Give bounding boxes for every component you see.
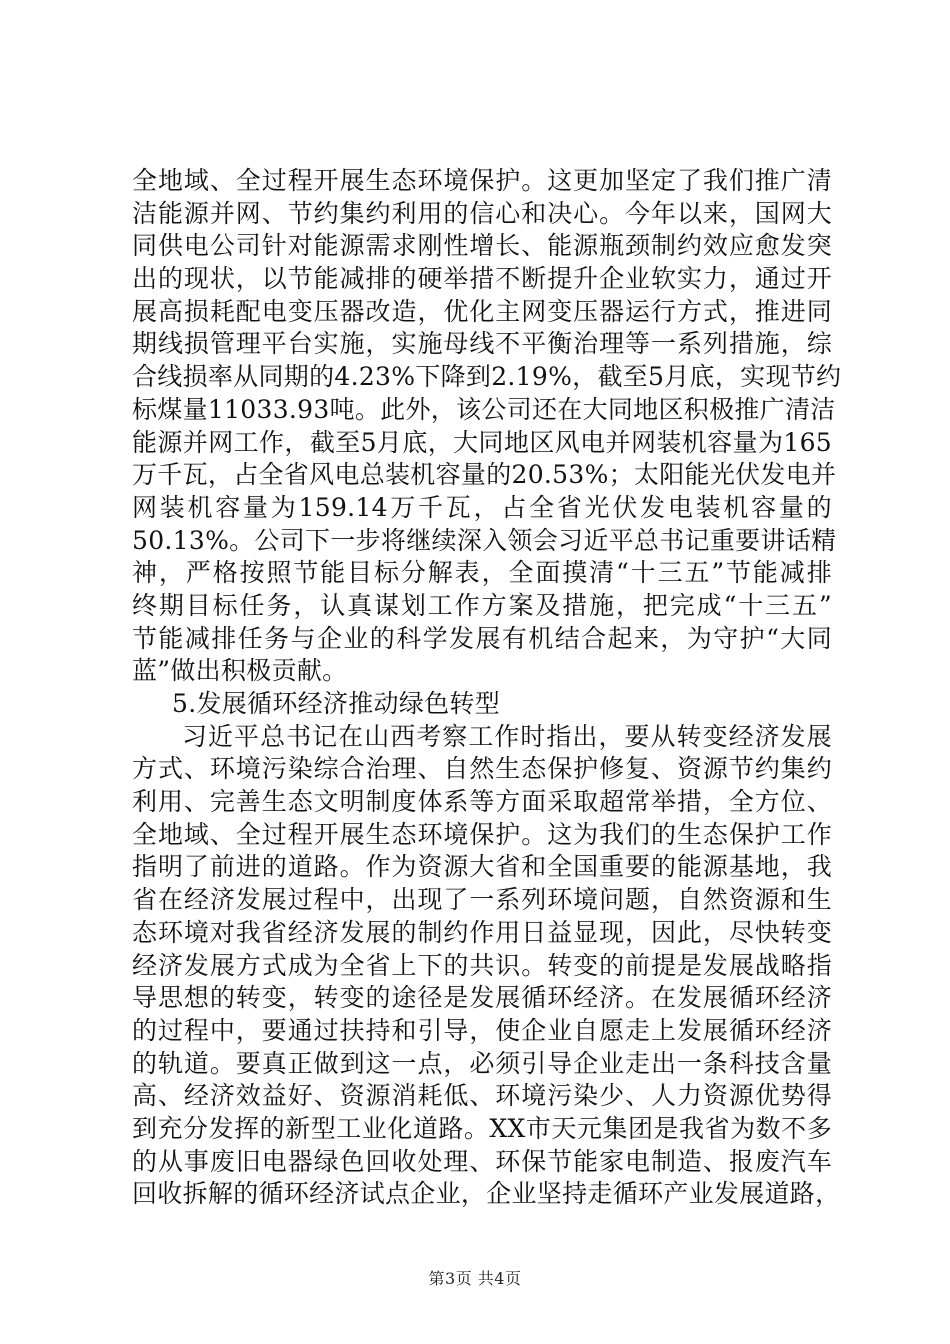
text-line: 回收拆解的循环经济试点企业，企业坚持走循环产业发展道路， (132, 1179, 841, 1209)
text-line: 终期目标任务，认真谋划工作方案及措施，把完成“十三五” (132, 590, 832, 620)
text-line: 同供电公司针对能源需求刚性增长、能源瓶颈制约效应愈发突 (132, 231, 832, 261)
text-line: 蓝”做出积极贡献。 (132, 656, 348, 686)
text-line: 洁能源并网、节约集约利用的信心和决心。今年以来，国网大 (132, 198, 832, 228)
text-line: 高、经济效益好、资源消耗低、环境污染少、人力资源优势得 (132, 1081, 832, 1111)
text-line: 方式、环境污染综合治理、自然生态保护修复、资源节约集约 (132, 754, 832, 784)
text-line: 合线损率从同期的4.23%下降到2.19%，截至5月底，实现节约 (132, 362, 842, 392)
text-line: 标煤量11033.93吨。此外，该公司还在大同地区积极推广清洁 (132, 394, 836, 424)
text-line: 50.13%。公司下一步将继续深入领会习近平总书记重要讲话精 (132, 525, 837, 555)
text-line: 经济发展方式成为全省上下的共识。转变的前提是发展战略指 (132, 950, 832, 980)
text-line: 展高损耗配电变压器改造，优化主网变压器运行方式，推进同 (132, 296, 832, 326)
text-line: 出的现状，以节能减排的硬举措不断提升企业软实力，通过开 (132, 264, 832, 294)
body-text (132, 165, 842, 1211)
text-line: 导思想的转变，转变的途径是发展循环经济。在发展循环经济 (132, 983, 832, 1013)
text-line: 习近平总书记在山西考察工作时指出，要从转变经济发展 (182, 721, 832, 751)
page-number-footer: 第3页 共4页 (428, 1269, 522, 1288)
text-line: 利用、完善生态文明制度体系等方面采取超常举措，全方位、 (132, 787, 832, 817)
text-line: 的从事废旧电器绿色回收处理、环保节能家电制造、报废汽车 (132, 1146, 832, 1176)
text-line: 的过程中，要通过扶持和引导，使企业自愿走上发展循环经济 (132, 1015, 832, 1045)
text-line: 期线损管理平台实施，实施母线不平衡治理等一系列措施，综 (132, 329, 832, 359)
text-line: 指明了前进的道路。作为资源大省和全国重要的能源基地，我 (132, 852, 832, 882)
text-line: 能源并网工作，截至5月底，大同地区风电并网装机容量为165 (132, 427, 832, 457)
text-line: 全地域、全过程开展生态环境保护。这为我们的生态保护工作 (132, 819, 832, 849)
text-line: 神，严格按照节能目标分解表，全面摸清“十三五”节能减排 (132, 558, 832, 588)
text-line: 万千瓦，占全省风电总装机容量的20.53%；太阳能光伏发电并 (132, 460, 837, 490)
text-line: 态环境对我省经济发展的制约作用日益显现，因此，尽快转变 (132, 917, 832, 947)
text-line: 节能减排任务与企业的科学发展有机结合起来，为守护“大同 (132, 623, 832, 653)
text-line: 省在经济发展过程中，出现了一系列环境问题，自然资源和生 (132, 885, 832, 915)
text-line: 到充分发挥的新型工业化道路。XX市天元集团是我省为数不多 (132, 1113, 832, 1143)
text-line: 全地域、全过程开展生态环境保护。这更加坚定了我们推广清 (132, 166, 832, 195)
text-line: 网装机容量为159.14万千瓦，占全省光伏发电装机容量的 (132, 492, 832, 522)
text-line: 的轨道。要真正做到这一点，必须引导企业走出一条科技含量 (132, 1048, 832, 1078)
section-heading: 5.发展循环经济推动绿色转型 (172, 689, 501, 718)
